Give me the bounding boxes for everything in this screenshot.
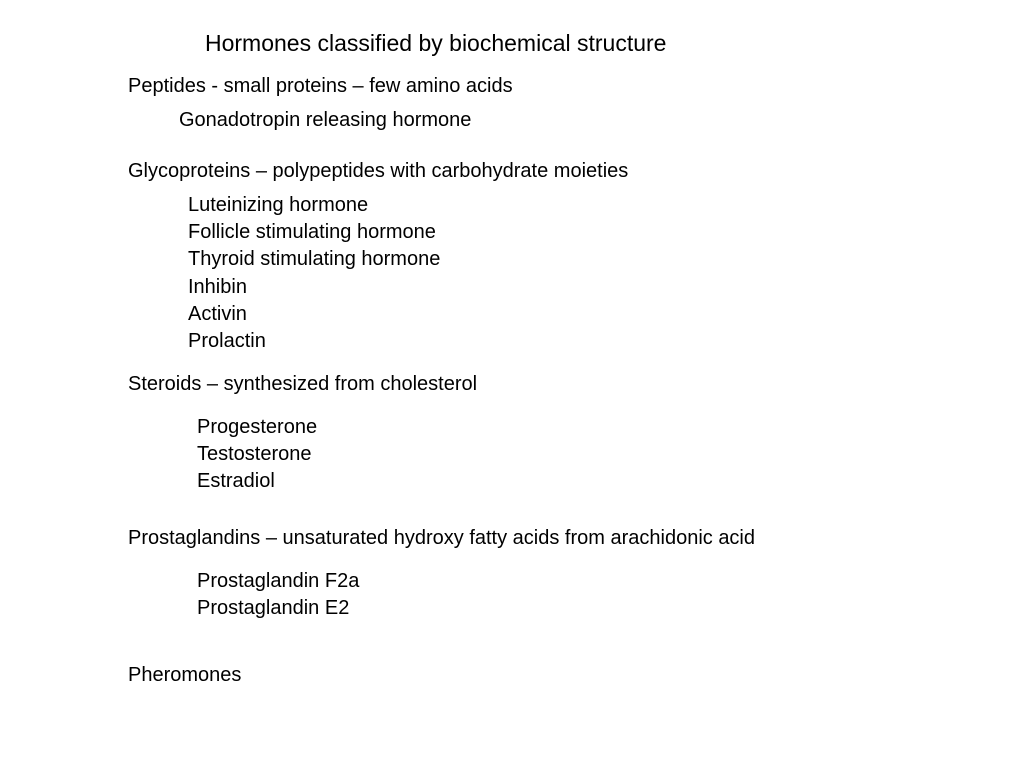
- prostaglandins-heading: Prostaglandins – unsaturated hydroxy fatty acids from arachidonic acid: [128, 527, 756, 549]
- glycoproteins-list: [188, 192, 440, 355]
- slide-title: Hormones classified by biochemical structure: [205, 30, 667, 56]
- list-item: Inhibin: [188, 275, 247, 298]
- steroids-list: [197, 414, 317, 496]
- list-item: Prostaglandin F2a: [197, 570, 360, 592]
- list-item: Gonadotropin releasing hormone: [179, 109, 472, 131]
- list-item: Progesterone: [197, 416, 318, 438]
- list-item: Estradiol: [197, 470, 275, 493]
- list-item: Follicle stimulating hormone: [188, 221, 436, 244]
- list-item: Thyroid stimulating hormone: [188, 248, 441, 271]
- peptides-list: [179, 107, 471, 134]
- list-item: Prostaglandin E2: [197, 597, 350, 620]
- peptides-heading: Peptides - small proteins – few amino acids: [128, 75, 513, 97]
- list-item: Testosterone: [197, 443, 312, 466]
- steroids-heading: Steroids – synthesized from cholesterol: [128, 373, 478, 395]
- list-item: Prolactin: [188, 330, 266, 353]
- list-item: Luteinizing hormone: [188, 194, 369, 216]
- list-item: Activin: [188, 302, 247, 325]
- prostaglandins-list: [197, 568, 359, 622]
- glycoproteins-heading: Glycoproteins – polypeptides with carbohydrate moieties: [128, 160, 629, 182]
- pheromones-heading: Pheromones: [128, 664, 242, 686]
